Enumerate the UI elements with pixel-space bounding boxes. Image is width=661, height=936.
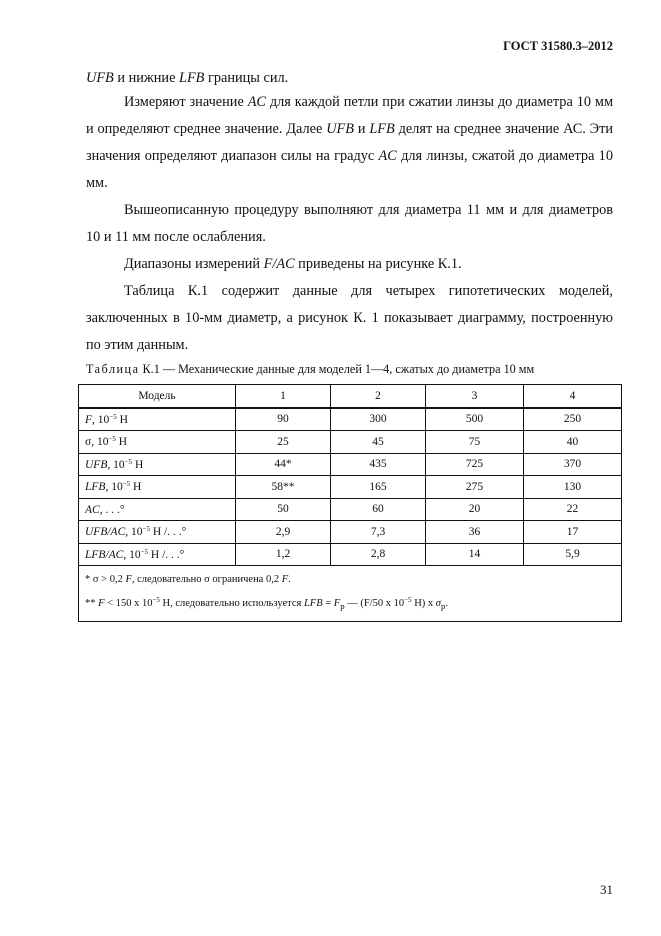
- table-cell: 14: [426, 543, 524, 566]
- table-cell: 370: [524, 453, 622, 476]
- row-label: LFB/AC, $10^{-5}$ Н /. . .°: [79, 543, 236, 566]
- table-notes: [79, 566, 622, 622]
- table-row: [79, 543, 622, 566]
- table-cell: 2,9: [236, 521, 331, 544]
- table-row: [79, 453, 622, 476]
- table-row: [79, 498, 622, 521]
- standard-header: ГОСТ 31580.3–2012: [503, 39, 613, 53]
- table-cell: 36: [426, 521, 524, 544]
- table-cell: 300: [331, 408, 426, 431]
- table-cell: 275: [426, 476, 524, 499]
- table-header-row: [79, 385, 622, 408]
- row-label: F, $10^{-5}$ Н: [79, 408, 236, 431]
- row-label: AC, . . .°: [79, 498, 236, 521]
- table-cell: 130: [524, 476, 622, 499]
- table-notes-row: [79, 566, 622, 622]
- paragraph-procedure: Вышеописанную процедуру выполняют для диаметра 11 мм и для диаметров 10 и 11 мм после ослабления.: [86, 202, 613, 245]
- table-cell: 5,9: [524, 543, 622, 566]
- paragraph-ranges: Диапазоны измерений F/AC приведены на рисунке К.1.: [124, 256, 462, 272]
- table-cell: 250: [524, 408, 622, 431]
- page-number: 31: [600, 882, 613, 897]
- table-cell: 1,2: [236, 543, 331, 566]
- row-label: UFB, $10^{-5}$ Н: [79, 453, 236, 476]
- table-row: [79, 431, 622, 454]
- footnote-1: * σ > 0,2 F, следовательно σ ограничена 0,2 F.: [85, 574, 291, 585]
- paragraph-table-description: Таблица К.1 содержит данные для четырех гипотетических моделей, заключенных в 10-мм диаметр, а рисунок К. 1 показывает диаграмму, построенную по этим данным.: [86, 283, 613, 353]
- table-cell: 20: [426, 498, 524, 521]
- column-header: 1: [236, 385, 331, 408]
- table-cell: 7,3: [331, 521, 426, 544]
- table-cell: 44*: [236, 453, 331, 476]
- table-cell: 25: [236, 431, 331, 454]
- table-cell: 40: [524, 431, 622, 454]
- footnote-2: ** F < 150 х $10^{-5}$ Н, следовательно используется LFB = $F_p$ — (F/50 х $10^{-5}$ Н) х $\sigma_p$.: [85, 596, 448, 612]
- table-row: [79, 476, 622, 499]
- table-cell: 435: [331, 453, 426, 476]
- row-label: LFB, $10^{-5}$ Н: [79, 476, 236, 499]
- table-cell: 58**: [236, 476, 331, 499]
- paragraph-measure-ac: Измеряют значение AC для каждой петли при сжатии линзы до диаметра 10 мм и определяют среднее значение. Далее UFB и LFB делят на среднее значение АС. Эти значения определяют диапазон силы на градус AC для линзы, сжатой до диаметра 10 мм.: [86, 94, 614, 191]
- table-cell: 50: [236, 498, 331, 521]
- table-cell: 90: [236, 408, 331, 431]
- table-caption: Таблица К.1 — Механические данные для моделей 1—4, сжатых до диаметра 10 мм: [86, 362, 535, 376]
- mechanical-data-table: [78, 384, 622, 622]
- paragraph-boundaries: UFB и нижние LFB границы сил.: [86, 70, 289, 86]
- row-label: UFB/AC, $10^{-5}$ Н /. . .°: [79, 521, 236, 544]
- column-header: 3: [426, 385, 524, 408]
- table-row: [79, 408, 622, 431]
- table-cell: 165: [331, 476, 426, 499]
- column-header: 2: [331, 385, 426, 408]
- table-row: [79, 521, 622, 544]
- table-cell: 2,8: [331, 543, 426, 566]
- table-cell: 22: [524, 498, 622, 521]
- table-cell: 500: [426, 408, 524, 431]
- row-label: σ, $10^{-5}$ Н: [79, 431, 236, 454]
- table-cell: 45: [331, 431, 426, 454]
- column-header: 4: [524, 385, 622, 408]
- table-cell: 725: [426, 453, 524, 476]
- table-cell: 60: [331, 498, 426, 521]
- table-cell: 17: [524, 521, 622, 544]
- column-header: Модель: [79, 385, 236, 408]
- table-cell: 75: [426, 431, 524, 454]
